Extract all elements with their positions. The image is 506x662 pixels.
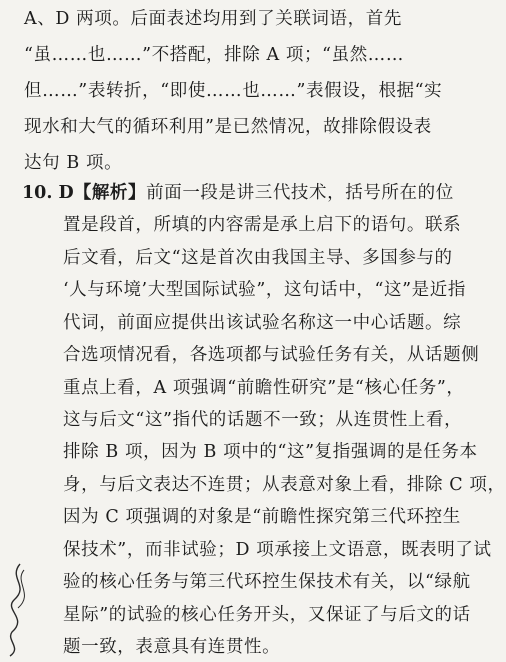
text-line: 现水和大气的循环利用”是已然情况，故排除假设表 [24,117,432,137]
text-line: 但……”表转折，“即使……也……”表假设，根据“实 [24,81,443,101]
question-number: 10. D [22,183,74,203]
text-line: 达句 B 项。 [24,153,123,173]
text-line: 重点上看，A 项强调“前瞻性研究”是“核心任务”， [63,378,465,398]
text-line: 置是段首，所填的内容需是承上启下的语句。联系 [63,215,462,235]
pen-scribble-mark [0,560,40,660]
text-line: 题一致，表意具有连贯性。 [63,637,281,657]
text-line: 前面一段是讲三代技术，括号所在的位 [146,183,454,203]
analysis-tag: 【解析】 [73,183,147,203]
text-line: 星际”的试验的核心任务开头，又保证了与后文的话 [63,605,471,625]
text-line: 保技术”，而非试验；D 项承接上文语意，既表明了试 [63,540,492,560]
answer-10-first-line [22,182,454,204]
text-line: 验的核心任务与第三代环控生保技术有关，以“绿航 [63,572,471,592]
text-line: “虽……也……”不搭配，排除 A 项；“虽然…… [24,45,405,65]
text-line: 合选项情况看，各选项都与试验任务有关，从话题侧 [63,345,480,365]
text-line: 因为 C 项强调的对象是“前瞻性探究第三代环控生 [63,507,461,527]
text-line: 排除 B 项，因为 B 项中的“这”复指强调的是任务本 [63,442,478,462]
text-line: 代词，前面应提供出该试验名称这一中心话题。综 [63,313,462,333]
text-line: ‘人与环境’大型国际试验”，这句话中，“这”是近指 [63,280,466,300]
text-line: A、D 两项。后面表述均用到了关联词语，首先 [24,9,402,29]
text-line: 这与后文“这”指代的话题不一致；从连贯性上看， [63,410,463,430]
text-line: 后文看，后文“这是首次由我国主导、多国参与的 [63,248,453,268]
text-line: 身，与后文表达不连贯；从表意对象上看，排除 C 项， [63,475,506,495]
